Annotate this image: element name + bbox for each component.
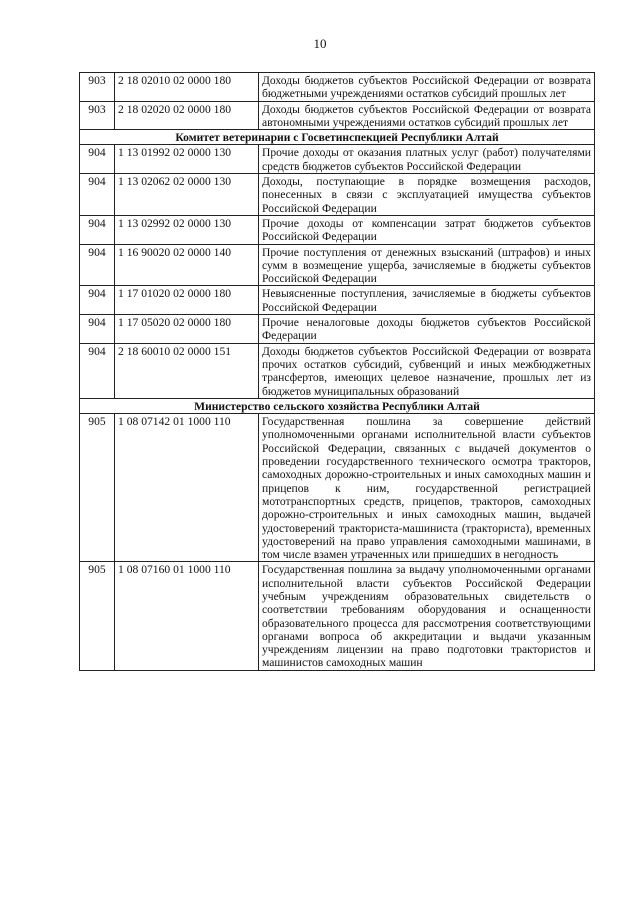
admin-code-cell: 904 — [80, 286, 115, 315]
description-cell: Прочие доходы от компенсации затрат бюджетов субъектов Российской Федерации — [259, 215, 595, 244]
revenue-code-cell: 1 13 01992 02 0000 130 — [115, 145, 259, 174]
table-row — [80, 286, 595, 315]
page-number: 10 — [313, 36, 327, 51]
admin-code-cell: 903 — [80, 101, 115, 130]
description-cell: Прочие доходы от оказания платных услуг (работ) получателями средств бюджетов субъектов Российской Федерации — [259, 145, 595, 174]
revenue-code-cell: 1 08 07160 01 1000 110 — [115, 562, 259, 670]
description-cell: Государственная пошлина за выдачу уполномоченными органами исполнительной власти субъектов Российской Федерации учебным учреждениям образовательных свидетельств о соответствии требованиям оборудования и оснащенности образовательного процесса для рассмотрения соответствующими органами вопроса об аккредитации и выдачи указанным учреждениям лицензии на право подготовки трактористов и машинистов самоходных машин — [259, 562, 595, 670]
admin-code-cell: 904 — [80, 343, 115, 398]
table-row — [80, 215, 595, 244]
description-cell: Доходы, поступающие в порядке возмещения расходов, понесенных в связи с эксплуатацией имущества субъектов Российской Федерации — [259, 174, 595, 216]
admin-code-cell: 904 — [80, 244, 115, 286]
description-cell: Прочие поступления от денежных взысканий (штрафов) и иных сумм в возмещение ущерба, зачисляемые в бюджеты субъектов Российской Федерации — [259, 244, 595, 286]
description-cell: Доходы бюджетов субъектов Российской Федерации от возврата бюджетными учреждениями остатков субсидий прошлых лет — [259, 73, 595, 102]
table-row — [80, 244, 595, 286]
revenue-code-cell: 1 17 01020 02 0000 180 — [115, 286, 259, 315]
table-row — [80, 145, 595, 174]
table-row — [80, 343, 595, 398]
revenue-code-cell: 1 13 02992 02 0000 130 — [115, 215, 259, 244]
admin-code-cell: 904 — [80, 315, 115, 344]
admin-code-cell: 905 — [80, 562, 115, 670]
table-row — [80, 73, 595, 102]
table-row — [80, 315, 595, 344]
revenue-code-cell: 2 18 02020 02 0000 180 — [115, 101, 259, 130]
description-cell: Доходы бюджетов субъектов Российской Федерации от возврата автономными учреждениями остатков субсидий прошлых лет — [259, 101, 595, 130]
section-header-row — [80, 398, 595, 413]
admin-code-cell: 905 — [80, 414, 115, 562]
revenue-code-cell: 1 17 05020 02 0000 180 — [115, 315, 259, 344]
table-body — [80, 73, 595, 671]
description-cell: Доходы бюджетов субъектов Российской Федерации от возврата прочих остатков субсидий, субвенций и иных межбюджетных трансфертов, имеющих целевое назначение, прошлых лет из бюджетов муниципальных образований — [259, 343, 595, 398]
description-cell: Невыясненные поступления, зачисляемые в бюджеты субъектов Российской Федерации — [259, 286, 595, 315]
revenue-code-cell: 1 08 07142 01 1000 110 — [115, 414, 259, 562]
table-row — [80, 174, 595, 216]
table-row — [80, 101, 595, 130]
table-row — [80, 562, 595, 670]
revenue-code-cell: 1 13 02062 02 0000 130 — [115, 174, 259, 216]
section-title: Комитет ветеринарии с Госветинспекцией Республики Алтай — [80, 130, 595, 145]
revenue-codes-table — [79, 72, 595, 671]
table-row — [80, 414, 595, 562]
revenue-code-cell: 1 16 90020 02 0000 140 — [115, 244, 259, 286]
admin-code-cell: 904 — [80, 145, 115, 174]
admin-code-cell: 904 — [80, 215, 115, 244]
section-title: Министерство сельского хозяйства Республики Алтай — [80, 398, 595, 413]
description-cell: Государственная пошлина за совершение действий уполномоченными органами исполнительной власти субъектов Российской Федерации, связанных с выдачей документов о проведении государственного технического осмотра тракторов, самоходных дорожно-строительных и иных самоходных машин и прицепов к ним, государственной регистрацией мототранспортных средств, прицепов, тракторов, самоходных дорожно-строительных и иных самоходных машин, выдачей удостоверений тракториста-машиниста (тракториста), временных удостоверений на право управления самоходными машинами, в том числе взамен утраченных или пришедших в негодность — [259, 414, 595, 562]
section-header-row — [80, 130, 595, 145]
revenue-code-cell: 2 18 02010 02 0000 180 — [115, 73, 259, 102]
admin-code-cell: 903 — [80, 73, 115, 102]
description-cell: Прочие неналоговые доходы бюджетов субъектов Российской Федерации — [259, 315, 595, 344]
admin-code-cell: 904 — [80, 174, 115, 216]
revenue-code-cell: 2 18 60010 02 0000 151 — [115, 343, 259, 398]
